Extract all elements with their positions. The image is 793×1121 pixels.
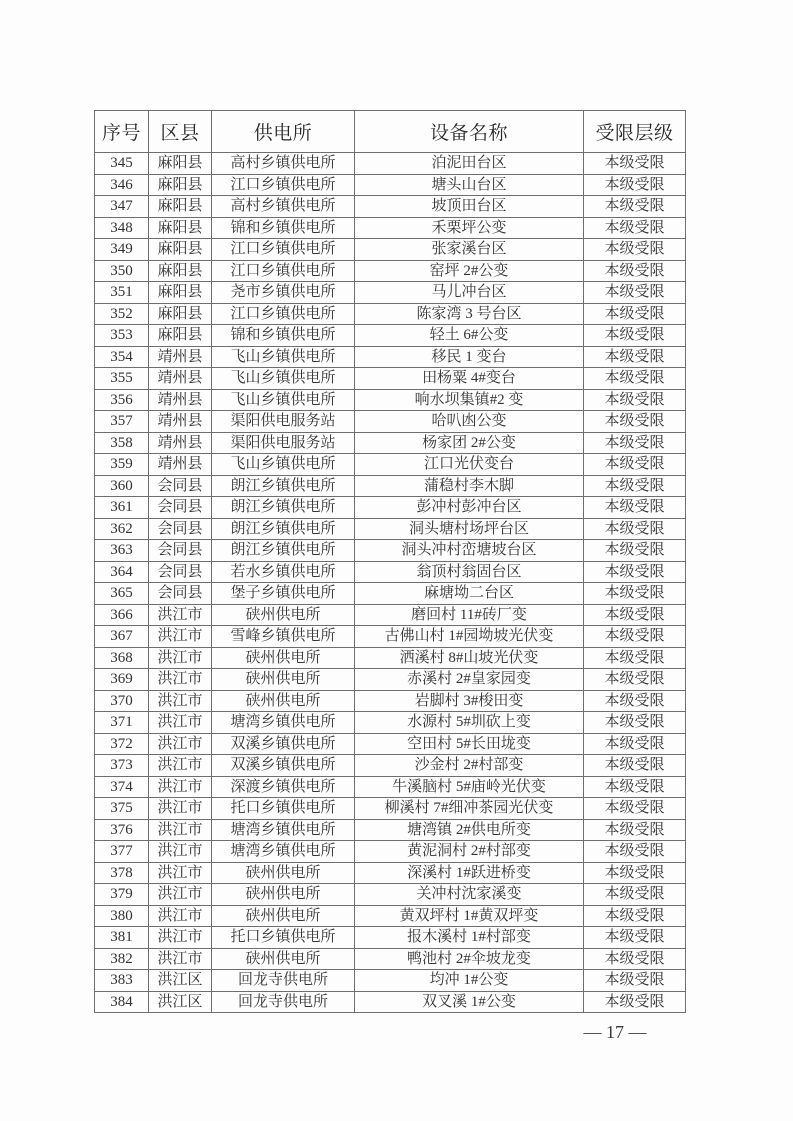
cell-device-name: 磨回村 11#砖厂变 xyxy=(355,604,584,626)
cell-device-name: 禾栗坪公变 xyxy=(355,217,584,239)
header-restriction-level: 受限层级 xyxy=(584,111,686,153)
cell-power-station: 若水乡镇供电所 xyxy=(212,561,355,583)
cell-restriction-level: 本级受限 xyxy=(584,841,686,863)
cell-restriction-level: 本级受限 xyxy=(584,583,686,605)
table-row xyxy=(95,733,686,755)
cell-restriction-level: 本级受限 xyxy=(584,196,686,218)
page-number: — 17 — xyxy=(583,1022,647,1042)
cell-serial-number: 365 xyxy=(95,583,149,605)
cell-county: 洪江市 xyxy=(149,841,212,863)
table-row xyxy=(95,604,686,626)
table-row xyxy=(95,819,686,841)
cell-power-station: 硖州供电所 xyxy=(212,690,355,712)
cell-restriction-level: 本级受限 xyxy=(584,325,686,347)
cell-serial-number: 355 xyxy=(95,368,149,390)
cell-power-station: 锦和乡镇供电所 xyxy=(212,217,355,239)
cell-restriction-level: 本级受限 xyxy=(584,776,686,798)
cell-device-name: 哈叭凼公变 xyxy=(355,411,584,433)
cell-device-name: 彭冲村彭冲台区 xyxy=(355,497,584,519)
table-row xyxy=(95,948,686,970)
cell-county: 洪江市 xyxy=(149,733,212,755)
cell-restriction-level: 本级受限 xyxy=(584,561,686,583)
cell-device-name: 黄双坪村 1#黄双坪变 xyxy=(355,905,584,927)
table-row xyxy=(95,346,686,368)
header-power-station: 供电所 xyxy=(212,111,355,153)
cell-county: 洪江市 xyxy=(149,669,212,691)
cell-power-station: 塘湾乡镇供电所 xyxy=(212,841,355,863)
table-row xyxy=(95,583,686,605)
cell-restriction-level: 本级受限 xyxy=(584,454,686,476)
cell-device-name: 移民 1 变台 xyxy=(355,346,584,368)
cell-county: 洪江市 xyxy=(149,948,212,970)
table-row xyxy=(95,196,686,218)
cell-restriction-level: 本级受限 xyxy=(584,432,686,454)
cell-serial-number: 361 xyxy=(95,497,149,519)
cell-power-station: 尧市乡镇供电所 xyxy=(212,282,355,304)
cell-power-station: 朗江乡镇供电所 xyxy=(212,497,355,519)
cell-device-name: 翁顶村翁固台区 xyxy=(355,561,584,583)
table-row xyxy=(95,217,686,239)
cell-restriction-level: 本级受限 xyxy=(584,346,686,368)
cell-serial-number: 347 xyxy=(95,196,149,218)
cell-restriction-level: 本级受限 xyxy=(584,819,686,841)
cell-power-station: 江口乡镇供电所 xyxy=(212,260,355,282)
cell-county: 洪江区 xyxy=(149,991,212,1013)
table-row xyxy=(95,239,686,261)
cell-serial-number: 377 xyxy=(95,841,149,863)
cell-power-station: 硖州供电所 xyxy=(212,948,355,970)
cell-restriction-level: 本级受限 xyxy=(584,712,686,734)
cell-power-station: 朗江乡镇供电所 xyxy=(212,518,355,540)
cell-device-name: 均冲 1#公变 xyxy=(355,970,584,992)
cell-power-station: 托口乡镇供电所 xyxy=(212,798,355,820)
cell-device-name: 江口光伏变台 xyxy=(355,454,584,476)
table-row xyxy=(95,884,686,906)
cell-power-station: 飞山乡镇供电所 xyxy=(212,368,355,390)
cell-power-station: 朗江乡镇供电所 xyxy=(212,475,355,497)
cell-device-name: 洞头塘村场坪台区 xyxy=(355,518,584,540)
cell-serial-number: 366 xyxy=(95,604,149,626)
header-serial-number: 序号 xyxy=(95,111,149,153)
cell-power-station: 硖州供电所 xyxy=(212,647,355,669)
table-row xyxy=(95,282,686,304)
table-row xyxy=(95,905,686,927)
table-row xyxy=(95,970,686,992)
cell-serial-number: 354 xyxy=(95,346,149,368)
cell-county: 洪江市 xyxy=(149,626,212,648)
table-row xyxy=(95,669,686,691)
cell-power-station: 硖州供电所 xyxy=(212,862,355,884)
cell-restriction-level: 本级受限 xyxy=(584,282,686,304)
cell-restriction-level: 本级受限 xyxy=(584,927,686,949)
cell-county: 洪江市 xyxy=(149,884,212,906)
cell-power-station: 托口乡镇供电所 xyxy=(212,927,355,949)
cell-serial-number: 370 xyxy=(95,690,149,712)
cell-serial-number: 380 xyxy=(95,905,149,927)
cell-device-name: 洒溪村 8#山坡光伏变 xyxy=(355,647,584,669)
cell-county: 洪江市 xyxy=(149,819,212,841)
cell-serial-number: 345 xyxy=(95,153,149,175)
table-row xyxy=(95,475,686,497)
cell-restriction-level: 本级受限 xyxy=(584,991,686,1013)
table-row xyxy=(95,303,686,325)
cell-power-station: 江口乡镇供电所 xyxy=(212,174,355,196)
cell-county: 洪江市 xyxy=(149,690,212,712)
cell-power-station: 双溪乡镇供电所 xyxy=(212,733,355,755)
cell-power-station: 渠阳供电服务站 xyxy=(212,432,355,454)
cell-county: 会同县 xyxy=(149,497,212,519)
cell-county: 会同县 xyxy=(149,518,212,540)
table-row xyxy=(95,540,686,562)
cell-serial-number: 363 xyxy=(95,540,149,562)
cell-restriction-level: 本级受限 xyxy=(584,518,686,540)
cell-restriction-level: 本级受限 xyxy=(584,690,686,712)
cell-device-name: 张家溪台区 xyxy=(355,239,584,261)
cell-power-station: 高村乡镇供电所 xyxy=(212,196,355,218)
cell-serial-number: 383 xyxy=(95,970,149,992)
cell-county: 麻阳县 xyxy=(149,174,212,196)
cell-restriction-level: 本级受限 xyxy=(584,497,686,519)
cell-device-name: 轻土 6#公变 xyxy=(355,325,584,347)
cell-restriction-level: 本级受限 xyxy=(584,260,686,282)
table-row xyxy=(95,798,686,820)
cell-device-name: 陈家湾 3 号台区 xyxy=(355,303,584,325)
cell-county: 靖州县 xyxy=(149,432,212,454)
cell-power-station: 江口乡镇供电所 xyxy=(212,239,355,261)
cell-serial-number: 375 xyxy=(95,798,149,820)
cell-restriction-level: 本级受限 xyxy=(584,153,686,175)
table-row xyxy=(95,991,686,1013)
cell-device-name: 水源村 5#圳砍上变 xyxy=(355,712,584,734)
cell-power-station: 高村乡镇供电所 xyxy=(212,153,355,175)
cell-serial-number: 379 xyxy=(95,884,149,906)
table-row xyxy=(95,174,686,196)
cell-serial-number: 372 xyxy=(95,733,149,755)
cell-county: 洪江市 xyxy=(149,647,212,669)
cell-device-name: 古佛山村 1#园坳坡光伏变 xyxy=(355,626,584,648)
table-body xyxy=(95,153,686,1013)
table-row xyxy=(95,862,686,884)
cell-restriction-level: 本级受限 xyxy=(584,948,686,970)
cell-device-name: 空田村 5#长田垅变 xyxy=(355,733,584,755)
cell-restriction-level: 本级受限 xyxy=(584,368,686,390)
cell-county: 洪江市 xyxy=(149,776,212,798)
cell-county: 洪江市 xyxy=(149,755,212,777)
cell-county: 洪江市 xyxy=(149,862,212,884)
cell-power-station: 渠阳供电服务站 xyxy=(212,411,355,433)
cell-county: 麻阳县 xyxy=(149,282,212,304)
cell-restriction-level: 本级受限 xyxy=(584,411,686,433)
cell-restriction-level: 本级受限 xyxy=(584,862,686,884)
cell-serial-number: 373 xyxy=(95,755,149,777)
cell-county: 麻阳县 xyxy=(149,217,212,239)
header-county: 区县 xyxy=(149,111,212,153)
cell-serial-number: 352 xyxy=(95,303,149,325)
cell-restriction-level: 本级受限 xyxy=(584,626,686,648)
table-row xyxy=(95,647,686,669)
cell-county: 麻阳县 xyxy=(149,196,212,218)
cell-serial-number: 384 xyxy=(95,991,149,1013)
table-row xyxy=(95,561,686,583)
cell-device-name: 蒲稳村李木脚 xyxy=(355,475,584,497)
cell-county: 洪江区 xyxy=(149,970,212,992)
table-row xyxy=(95,626,686,648)
cell-power-station: 硖州供电所 xyxy=(212,884,355,906)
cell-device-name: 坡顶田台区 xyxy=(355,196,584,218)
cell-county: 洪江市 xyxy=(149,712,212,734)
cell-county: 会同县 xyxy=(149,475,212,497)
cell-device-name: 鸭池村 2#伞坡龙变 xyxy=(355,948,584,970)
cell-device-name: 报木溪村 1#村部变 xyxy=(355,927,584,949)
cell-power-station: 深渡乡镇供电所 xyxy=(212,776,355,798)
cell-serial-number: 353 xyxy=(95,325,149,347)
cell-serial-number: 350 xyxy=(95,260,149,282)
cell-serial-number: 367 xyxy=(95,626,149,648)
table-row xyxy=(95,712,686,734)
cell-device-name: 塘湾镇 2#供电所变 xyxy=(355,819,584,841)
cell-power-station: 飞山乡镇供电所 xyxy=(212,454,355,476)
cell-restriction-level: 本级受限 xyxy=(584,475,686,497)
cell-device-name: 泊泥田台区 xyxy=(355,153,584,175)
cell-serial-number: 378 xyxy=(95,862,149,884)
cell-power-station: 回龙寺供电所 xyxy=(212,970,355,992)
cell-county: 麻阳县 xyxy=(149,260,212,282)
cell-restriction-level: 本级受限 xyxy=(584,755,686,777)
cell-county: 洪江市 xyxy=(149,604,212,626)
cell-device-name: 双叉溪 1#公变 xyxy=(355,991,584,1013)
cell-device-name: 关冲村沈家溪变 xyxy=(355,884,584,906)
cell-device-name: 杨家团 2#公变 xyxy=(355,432,584,454)
table-row xyxy=(95,454,686,476)
cell-serial-number: 356 xyxy=(95,389,149,411)
cell-device-name: 响水坝集镇#2 变 xyxy=(355,389,584,411)
cell-serial-number: 368 xyxy=(95,647,149,669)
cell-device-name: 岩脚村 3#梭田变 xyxy=(355,690,584,712)
cell-device-name: 麻塘坳二台区 xyxy=(355,583,584,605)
cell-power-station: 飞山乡镇供电所 xyxy=(212,389,355,411)
cell-device-name: 沙金村 2#村部变 xyxy=(355,755,584,777)
table-row xyxy=(95,368,686,390)
cell-device-name: 柳溪村 7#细冲茶园光伏变 xyxy=(355,798,584,820)
cell-county: 洪江市 xyxy=(149,798,212,820)
cell-restriction-level: 本级受限 xyxy=(584,798,686,820)
cell-serial-number: 371 xyxy=(95,712,149,734)
cell-serial-number: 382 xyxy=(95,948,149,970)
cell-device-name: 洞头冲村峦塘坡台区 xyxy=(355,540,584,562)
restricted-equipment-table xyxy=(94,110,686,1013)
cell-restriction-level: 本级受限 xyxy=(584,884,686,906)
cell-power-station: 硖州供电所 xyxy=(212,669,355,691)
cell-power-station: 锦和乡镇供电所 xyxy=(212,325,355,347)
cell-restriction-level: 本级受限 xyxy=(584,217,686,239)
cell-device-name: 马儿冲台区 xyxy=(355,282,584,304)
cell-power-station: 雪峰乡镇供电所 xyxy=(212,626,355,648)
cell-county: 会同县 xyxy=(149,583,212,605)
cell-serial-number: 348 xyxy=(95,217,149,239)
cell-county: 靖州县 xyxy=(149,454,212,476)
cell-county: 麻阳县 xyxy=(149,325,212,347)
cell-serial-number: 374 xyxy=(95,776,149,798)
cell-county: 麻阳县 xyxy=(149,153,212,175)
cell-serial-number: 362 xyxy=(95,518,149,540)
table-row xyxy=(95,841,686,863)
cell-county: 洪江市 xyxy=(149,905,212,927)
cell-device-name: 田杨粟 4#变台 xyxy=(355,368,584,390)
cell-county: 靖州县 xyxy=(149,346,212,368)
cell-power-station: 硖州供电所 xyxy=(212,905,355,927)
cell-device-name: 赤溪村 2#皇家园变 xyxy=(355,669,584,691)
cell-device-name: 深溪村 1#跃进桥变 xyxy=(355,862,584,884)
cell-serial-number: 351 xyxy=(95,282,149,304)
cell-restriction-level: 本级受限 xyxy=(584,669,686,691)
cell-device-name: 牛溪脑村 5#庙岭光伏变 xyxy=(355,776,584,798)
cell-county: 会同县 xyxy=(149,561,212,583)
table-header-row xyxy=(95,111,686,153)
cell-serial-number: 364 xyxy=(95,561,149,583)
cell-power-station: 飞山乡镇供电所 xyxy=(212,346,355,368)
cell-power-station: 塘湾乡镇供电所 xyxy=(212,819,355,841)
table-row xyxy=(95,260,686,282)
cell-device-name: 窑坪 2#公变 xyxy=(355,260,584,282)
cell-county: 麻阳县 xyxy=(149,303,212,325)
cell-device-name: 塘头山台区 xyxy=(355,174,584,196)
table-row xyxy=(95,927,686,949)
table-row xyxy=(95,153,686,175)
table-row xyxy=(95,411,686,433)
cell-restriction-level: 本级受限 xyxy=(584,303,686,325)
table-row xyxy=(95,497,686,519)
cell-county: 麻阳县 xyxy=(149,239,212,261)
table-row xyxy=(95,325,686,347)
cell-serial-number: 369 xyxy=(95,669,149,691)
table-row xyxy=(95,389,686,411)
table-row xyxy=(95,776,686,798)
cell-county: 靖州县 xyxy=(149,368,212,390)
cell-county: 洪江市 xyxy=(149,927,212,949)
cell-serial-number: 358 xyxy=(95,432,149,454)
table-row xyxy=(95,755,686,777)
cell-serial-number: 346 xyxy=(95,174,149,196)
cell-restriction-level: 本级受限 xyxy=(584,239,686,261)
cell-county: 靖州县 xyxy=(149,411,212,433)
cell-power-station: 回龙寺供电所 xyxy=(212,991,355,1013)
cell-power-station: 硖州供电所 xyxy=(212,604,355,626)
cell-power-station: 双溪乡镇供电所 xyxy=(212,755,355,777)
cell-power-station: 堡子乡镇供电所 xyxy=(212,583,355,605)
cell-serial-number: 359 xyxy=(95,454,149,476)
cell-restriction-level: 本级受限 xyxy=(584,647,686,669)
header-device-name: 设备名称 xyxy=(355,111,584,153)
cell-serial-number: 360 xyxy=(95,475,149,497)
cell-serial-number: 381 xyxy=(95,927,149,949)
cell-restriction-level: 本级受限 xyxy=(584,970,686,992)
cell-device-name: 黄泥洞村 2#村部变 xyxy=(355,841,584,863)
cell-restriction-level: 本级受限 xyxy=(584,604,686,626)
table-row xyxy=(95,518,686,540)
cell-power-station: 朗江乡镇供电所 xyxy=(212,540,355,562)
cell-serial-number: 376 xyxy=(95,819,149,841)
table-row xyxy=(95,690,686,712)
cell-restriction-level: 本级受限 xyxy=(584,389,686,411)
cell-restriction-level: 本级受限 xyxy=(584,905,686,927)
cell-serial-number: 357 xyxy=(95,411,149,433)
cell-county: 会同县 xyxy=(149,540,212,562)
cell-restriction-level: 本级受限 xyxy=(584,174,686,196)
cell-power-station: 江口乡镇供电所 xyxy=(212,303,355,325)
cell-serial-number: 349 xyxy=(95,239,149,261)
cell-power-station: 塘湾乡镇供电所 xyxy=(212,712,355,734)
cell-county: 靖州县 xyxy=(149,389,212,411)
cell-restriction-level: 本级受限 xyxy=(584,540,686,562)
cell-restriction-level: 本级受限 xyxy=(584,733,686,755)
table-row xyxy=(95,432,686,454)
